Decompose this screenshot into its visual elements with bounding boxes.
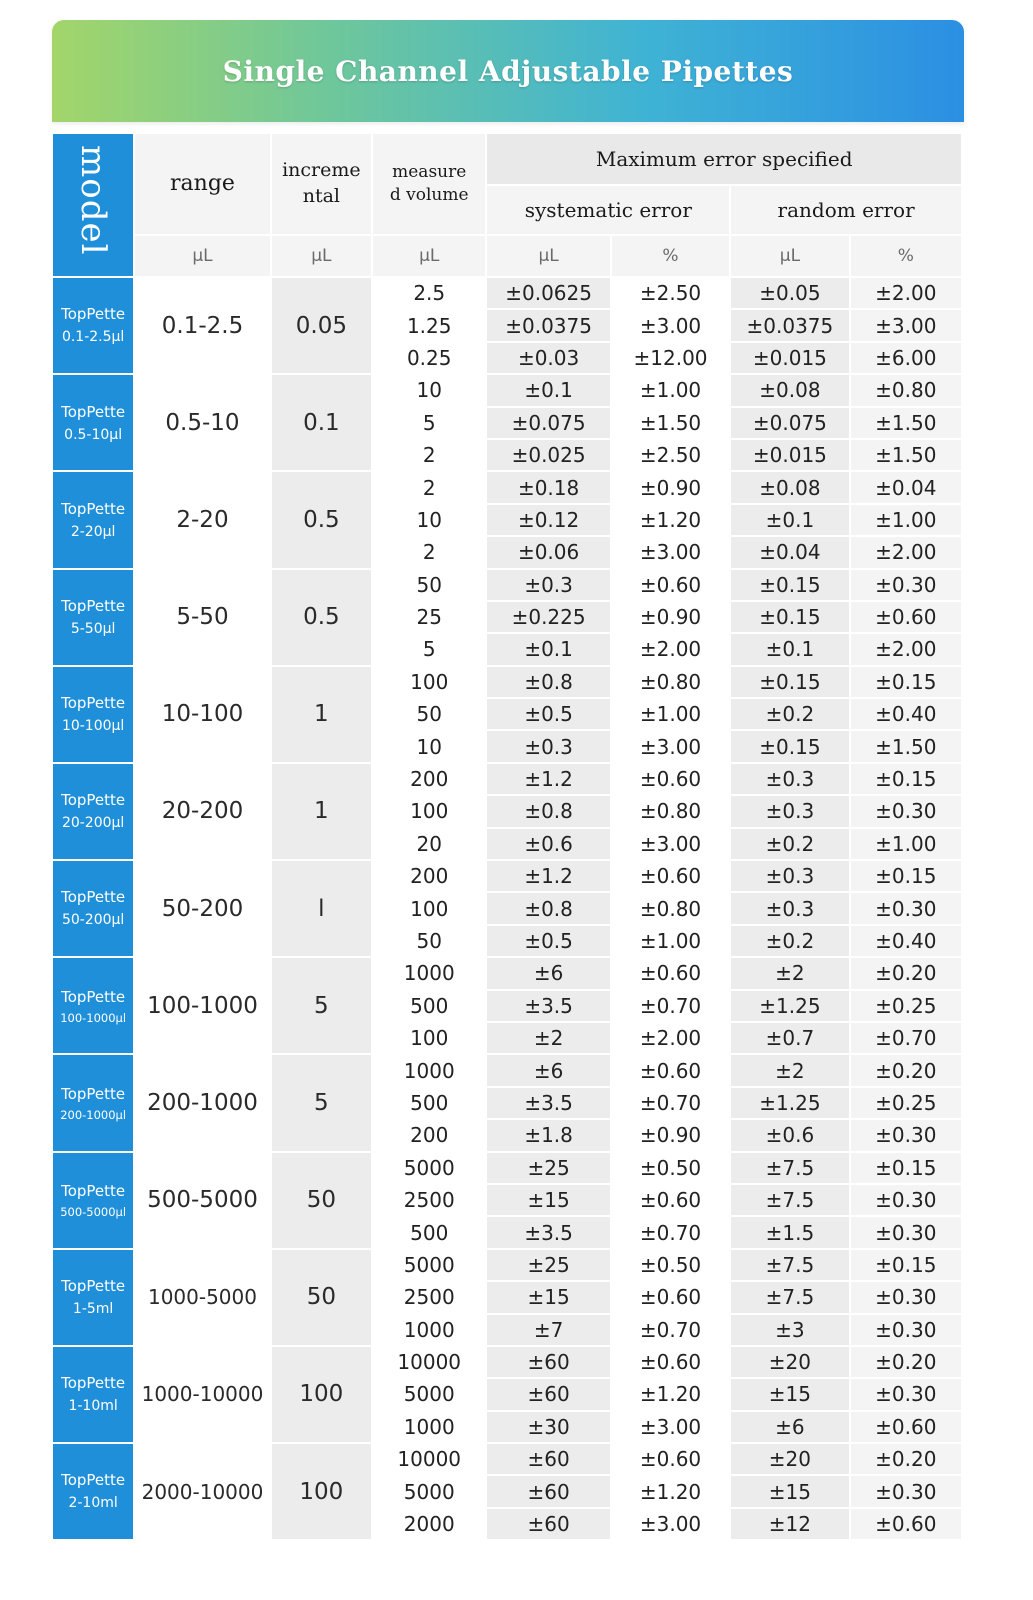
model-size: 0.5-10µl — [64, 426, 123, 443]
model-cell — [53, 1250, 133, 1345]
model-brand: TopPette — [61, 1471, 126, 1490]
unit-cell: µL — [731, 236, 848, 276]
systematic-ul-cell: ±0.025 — [487, 440, 609, 470]
increment-cell: 5 — [272, 958, 371, 1053]
model-cell — [53, 667, 133, 762]
random-pct-cell: ±0.30 — [851, 1217, 961, 1247]
systematic-pct-cell: ±0.80 — [612, 667, 729, 697]
random-ul-cell: ±1.5 — [731, 1217, 848, 1247]
measured-volume-cell: 10 — [373, 731, 485, 761]
random-ul-cell: ±0.3 — [731, 764, 848, 794]
measured-volume-header — [373, 134, 485, 234]
systematic-error-header: systematic error — [487, 186, 729, 234]
random-pct-cell: ±0.04 — [851, 472, 961, 502]
model-cell — [53, 570, 133, 665]
model-brand: TopPette — [61, 694, 126, 713]
measured-volume-cell: 500 — [373, 991, 485, 1021]
systematic-pct-cell: ±0.60 — [612, 1347, 729, 1377]
measured-volume-cell: 1000 — [373, 1412, 485, 1442]
random-ul-cell: ±0.08 — [731, 472, 848, 502]
systematic-pct-cell: ±1.00 — [612, 699, 729, 729]
table-row — [53, 1055, 961, 1085]
systematic-ul-cell: ±0.12 — [487, 505, 609, 535]
random-ul-cell: ±0.2 — [731, 829, 848, 859]
measured-volume-cell: 5 — [373, 634, 485, 664]
random-ul-cell: ±7.5 — [731, 1153, 848, 1183]
model-brand: TopPette — [61, 1374, 126, 1393]
systematic-ul-cell: ±0.0625 — [487, 278, 609, 308]
table-row — [53, 1444, 961, 1474]
range-cell: 50-200 — [135, 861, 269, 956]
systematic-ul-cell: ±0.075 — [487, 408, 609, 438]
systematic-pct-cell: ±3.00 — [612, 1412, 729, 1442]
measured-volume-cell: 100 — [373, 1023, 485, 1053]
table-row — [53, 958, 961, 988]
random-pct-cell: ±2.00 — [851, 634, 961, 664]
random-pct-cell: ±0.70 — [851, 1023, 961, 1053]
systematic-pct-cell: ±3.00 — [612, 310, 729, 340]
measured-volume-cell: 25 — [373, 602, 485, 632]
model-cell — [53, 958, 133, 1053]
systematic-ul-cell: ±0.3 — [487, 731, 609, 761]
measured-volume-cell: 2500 — [373, 1282, 485, 1312]
random-pct-cell: ±0.25 — [851, 991, 961, 1021]
random-ul-cell: ±0.15 — [731, 602, 848, 632]
random-ul-cell: ±0.15 — [731, 570, 848, 600]
systematic-ul-cell: ±1.2 — [487, 861, 609, 891]
random-pct-cell: ±0.15 — [851, 764, 961, 794]
systematic-ul-cell: ±6 — [487, 958, 609, 988]
measured-volume-cell: 20 — [373, 829, 485, 859]
systematic-ul-cell: ±1.8 — [487, 1120, 609, 1150]
range-cell: 0.5-10 — [135, 375, 269, 470]
random-ul-cell: ±0.15 — [731, 667, 848, 697]
systematic-ul-cell: ±0.225 — [487, 602, 609, 632]
table-row — [53, 1153, 961, 1183]
systematic-pct-cell: ±0.80 — [612, 893, 729, 923]
random-ul-cell: ±0.15 — [731, 731, 848, 761]
table-row — [53, 764, 961, 794]
random-ul-cell: ±7.5 — [731, 1250, 848, 1280]
measured-volume-cell: 10 — [373, 375, 485, 405]
systematic-pct-cell: ±0.70 — [612, 1315, 729, 1345]
random-pct-cell: ±0.20 — [851, 1444, 961, 1474]
random-pct-cell: ±0.20 — [851, 958, 961, 988]
increment-cell: 0.1 — [272, 375, 371, 470]
measured-volume-cell: 50 — [373, 699, 485, 729]
random-pct-cell: ±0.30 — [851, 1476, 961, 1506]
systematic-pct-cell: ±0.90 — [612, 602, 729, 632]
model-cell — [53, 375, 133, 470]
model-size: 50-200µl — [61, 912, 125, 929]
systematic-pct-cell: ±3.00 — [612, 829, 729, 859]
table-row — [53, 375, 961, 405]
random-ul-cell: ±2 — [731, 958, 848, 988]
systematic-pct-cell: ±2.50 — [612, 440, 729, 470]
increment-cell: 1 — [272, 764, 371, 859]
systematic-ul-cell: ±0.18 — [487, 472, 609, 502]
systematic-pct-cell: ±0.60 — [612, 1055, 729, 1085]
systematic-ul-cell: ±0.1 — [487, 375, 609, 405]
systematic-ul-cell: ±0.0375 — [487, 310, 609, 340]
random-pct-cell: ±1.00 — [851, 505, 961, 535]
systematic-ul-cell: ±3.5 — [487, 1088, 609, 1118]
systematic-ul-cell: ±0.5 — [487, 926, 609, 956]
systematic-pct-cell: ±1.20 — [612, 1379, 729, 1409]
model-cell — [53, 861, 133, 956]
random-ul-cell: ±0.015 — [731, 343, 848, 373]
random-ul-cell: ±6 — [731, 1412, 848, 1442]
random-pct-cell: ±0.15 — [851, 667, 961, 697]
systematic-ul-cell: ±25 — [487, 1250, 609, 1280]
random-pct-cell: ±0.80 — [851, 375, 961, 405]
model-brand: TopPette — [61, 987, 126, 1006]
systematic-ul-cell: ±3.5 — [487, 1217, 609, 1247]
model-brand: TopPette — [61, 499, 126, 518]
systematic-pct-cell: ±0.70 — [612, 991, 729, 1021]
systematic-pct-cell: ±2.00 — [612, 1023, 729, 1053]
incremental-header-line2: ntal — [302, 185, 340, 207]
model-brand: TopPette — [61, 305, 126, 324]
measured-volume-cell: 100 — [373, 796, 485, 826]
systematic-ul-cell: ±0.8 — [487, 667, 609, 697]
random-ul-cell: ±3 — [731, 1315, 848, 1345]
random-ul-cell: ±0.015 — [731, 440, 848, 470]
measured-volume-cell: 50 — [373, 570, 485, 600]
model-size: 500-5000µl — [60, 1204, 127, 1219]
measured-volume-cell: 5000 — [373, 1476, 485, 1506]
random-ul-cell: ±0.075 — [731, 408, 848, 438]
systematic-ul-cell: ±30 — [487, 1412, 609, 1442]
systematic-ul-cell: ±0.8 — [487, 893, 609, 923]
systematic-pct-cell: ±2.50 — [612, 278, 729, 308]
systematic-pct-cell: ±0.60 — [612, 1444, 729, 1474]
systematic-pct-cell: ±0.60 — [612, 570, 729, 600]
systematic-ul-cell: ±25 — [487, 1153, 609, 1183]
systematic-ul-cell: ±2 — [487, 1023, 609, 1053]
systematic-ul-cell: ±0.3 — [487, 570, 609, 600]
table-row — [53, 667, 961, 697]
random-ul-cell: ±15 — [731, 1476, 848, 1506]
unit-cell: µL — [272, 236, 371, 276]
random-ul-cell: ±12 — [731, 1509, 848, 1539]
measured-volume-cell: 5000 — [373, 1379, 485, 1409]
model-brand: TopPette — [61, 791, 126, 810]
measured-volume-cell: 500 — [373, 1088, 485, 1118]
max-error-header: Maximum error specified — [487, 134, 961, 184]
model-size: 20-200µl — [61, 815, 125, 832]
systematic-pct-cell: ±12.00 — [612, 343, 729, 373]
random-pct-cell: ±0.15 — [851, 1250, 961, 1280]
model-brand: TopPette — [61, 1181, 126, 1200]
measured-volume-cell: 0.25 — [373, 343, 485, 373]
random-ul-cell: ±0.7 — [731, 1023, 848, 1053]
random-pct-cell: ±0.20 — [851, 1347, 961, 1377]
table-row — [53, 1250, 961, 1280]
systematic-ul-cell: ±0.06 — [487, 537, 609, 567]
systematic-pct-cell: ±0.50 — [612, 1153, 729, 1183]
random-pct-cell: ±1.50 — [851, 440, 961, 470]
measured-volume-cell: 200 — [373, 764, 485, 794]
model-brand: TopPette — [61, 596, 126, 615]
systematic-ul-cell: ±60 — [487, 1509, 609, 1539]
model-cell — [53, 1444, 133, 1539]
increment-cell: 5 — [272, 1055, 371, 1150]
random-ul-cell: ±20 — [731, 1444, 848, 1474]
measured-volume-cell: 500 — [373, 1217, 485, 1247]
random-ul-cell: ±7.5 — [731, 1282, 848, 1312]
random-pct-cell: ±0.30 — [851, 893, 961, 923]
random-pct-cell: ±1.50 — [851, 731, 961, 761]
range-cell: 5-50 — [135, 570, 269, 665]
range-cell: 100-1000 — [135, 958, 269, 1053]
random-pct-cell: ±0.60 — [851, 602, 961, 632]
increment-cell: 0.05 — [272, 278, 371, 373]
model-brand: TopPette — [61, 888, 126, 907]
measured-volume-cell: 1000 — [373, 1055, 485, 1085]
measured-volume-cell: 2 — [373, 537, 485, 567]
random-ul-cell: ±0.1 — [731, 634, 848, 664]
table-row — [53, 570, 961, 600]
model-size: 10-100µl — [61, 718, 125, 735]
measured-volume-cell: 1000 — [373, 1315, 485, 1345]
measured-volume-cell: 1.25 — [373, 310, 485, 340]
measured-volume-cell: 200 — [373, 1120, 485, 1150]
model-cell — [53, 1347, 133, 1442]
increment-cell: 100 — [272, 1347, 371, 1442]
random-pct-cell: ±0.30 — [851, 1282, 961, 1312]
random-ul-cell: ±1.25 — [731, 991, 848, 1021]
measured-volume-cell: 2500 — [373, 1185, 485, 1215]
systematic-pct-cell: ±3.00 — [612, 731, 729, 761]
increment-cell: l — [272, 861, 371, 956]
range-cell: 20-200 — [135, 764, 269, 859]
systematic-ul-cell: ±60 — [487, 1347, 609, 1377]
model-cell — [53, 1055, 133, 1150]
measured-header-line2: d volume — [389, 185, 469, 205]
random-pct-cell: ±0.40 — [851, 926, 961, 956]
measured-volume-cell: 2.5 — [373, 278, 485, 308]
random-ul-cell: ±7.5 — [731, 1185, 848, 1215]
incremental-header-line1: increme — [282, 159, 361, 182]
systematic-pct-cell: ±3.00 — [612, 1509, 729, 1539]
systematic-pct-cell: ±1.50 — [612, 408, 729, 438]
model-size: 100-1000µl — [60, 1010, 127, 1025]
title-banner — [52, 20, 964, 122]
measured-volume-cell: 5000 — [373, 1153, 485, 1183]
random-pct-cell: ±3.00 — [851, 310, 961, 340]
random-ul-cell: ±0.3 — [731, 861, 848, 891]
systematic-pct-cell: ±0.60 — [612, 764, 729, 794]
systematic-pct-cell: ±0.50 — [612, 1250, 729, 1280]
table-row — [53, 472, 961, 502]
unit-cell: % — [851, 236, 961, 276]
increment-cell: 0.5 — [272, 472, 371, 567]
systematic-ul-cell: ±1.2 — [487, 764, 609, 794]
systematic-pct-cell: ±0.70 — [612, 1088, 729, 1118]
systematic-pct-cell: ±0.70 — [612, 1217, 729, 1247]
systematic-ul-cell: ±3.5 — [487, 991, 609, 1021]
random-error-header: random error — [731, 186, 961, 234]
model-size: 0.1-2.5µl — [61, 329, 125, 346]
random-ul-cell: ±0.1 — [731, 505, 848, 535]
random-pct-cell: ±0.30 — [851, 1379, 961, 1409]
random-pct-cell: ±0.30 — [851, 1185, 961, 1215]
spec-table-body — [53, 278, 961, 1539]
systematic-pct-cell: ±0.60 — [612, 1185, 729, 1215]
systematic-ul-cell: ±60 — [487, 1476, 609, 1506]
range-cell: 1000-5000 — [135, 1250, 269, 1345]
random-pct-cell: ±6.00 — [851, 343, 961, 373]
systematic-pct-cell: ±0.60 — [612, 958, 729, 988]
measured-volume-cell: 100 — [373, 893, 485, 923]
random-ul-cell: ±0.05 — [731, 278, 848, 308]
systematic-pct-cell: ±2.00 — [612, 634, 729, 664]
random-pct-cell: ±0.20 — [851, 1055, 961, 1085]
random-pct-cell: ±0.30 — [851, 796, 961, 826]
random-ul-cell: ±0.2 — [731, 699, 848, 729]
model-brand: TopPette — [61, 402, 126, 421]
range-cell: 2-20 — [135, 472, 269, 567]
random-pct-cell: ±0.60 — [851, 1509, 961, 1539]
random-pct-cell: ±0.30 — [851, 1315, 961, 1345]
measured-volume-cell: 10 — [373, 505, 485, 535]
random-ul-cell: ±0.3 — [731, 796, 848, 826]
model-header-label: model — [73, 145, 114, 256]
random-pct-cell: ±1.00 — [851, 829, 961, 859]
measured-volume-cell: 10000 — [373, 1347, 485, 1377]
model-size: 2-10ml — [68, 1495, 118, 1512]
page-title: Single Channel Adjustable Pipettes — [222, 54, 794, 88]
random-ul-cell: ±0.0375 — [731, 310, 848, 340]
range-header: range — [135, 134, 269, 234]
systematic-ul-cell: ±15 — [487, 1185, 609, 1215]
model-size: 1-5ml — [72, 1301, 114, 1318]
measured-volume-cell: 2 — [373, 472, 485, 502]
systematic-ul-cell: ±0.1 — [487, 634, 609, 664]
range-cell: 1000-10000 — [135, 1347, 269, 1442]
systematic-pct-cell: ±0.90 — [612, 472, 729, 502]
random-pct-cell: ±2.00 — [851, 278, 961, 308]
systematic-ul-cell: ±60 — [487, 1444, 609, 1474]
measured-volume-cell: 10000 — [373, 1444, 485, 1474]
systematic-ul-cell: ±0.03 — [487, 343, 609, 373]
measured-volume-cell: 200 — [373, 861, 485, 891]
random-pct-cell: ±0.25 — [851, 1088, 961, 1118]
random-ul-cell: ±0.04 — [731, 537, 848, 567]
range-cell: 0.1-2.5 — [135, 278, 269, 373]
random-pct-cell: ±0.60 — [851, 1412, 961, 1442]
model-cell — [53, 472, 133, 567]
systematic-ul-cell: ±60 — [487, 1379, 609, 1409]
systematic-ul-cell: ±7 — [487, 1315, 609, 1345]
table-row — [53, 1347, 961, 1377]
model-cell — [53, 1153, 133, 1248]
random-ul-cell: ±20 — [731, 1347, 848, 1377]
systematic-pct-cell: ±1.20 — [612, 505, 729, 535]
random-pct-cell: ±1.50 — [851, 408, 961, 438]
spec-table — [51, 132, 963, 1541]
measured-header-line1: measure — [392, 162, 467, 183]
table-row — [53, 861, 961, 891]
unit-cell: µL — [373, 236, 485, 276]
random-ul-cell: ±15 — [731, 1379, 848, 1409]
range-cell: 10-100 — [135, 667, 269, 762]
systematic-pct-cell: ±3.00 — [612, 537, 729, 567]
model-header — [53, 134, 133, 276]
measured-volume-cell: 100 — [373, 667, 485, 697]
measured-volume-cell: 2 — [373, 440, 485, 470]
model-size: 1-10ml — [68, 1398, 118, 1415]
random-ul-cell: ±0.2 — [731, 926, 848, 956]
random-pct-cell: ±2.00 — [851, 537, 961, 567]
random-ul-cell: ±0.08 — [731, 375, 848, 405]
systematic-ul-cell: ±0.5 — [487, 699, 609, 729]
systematic-ul-cell: ±6 — [487, 1055, 609, 1085]
systematic-ul-cell: ±0.6 — [487, 829, 609, 859]
systematic-ul-cell: ±15 — [487, 1282, 609, 1312]
incremental-header — [272, 134, 371, 234]
model-brand: TopPette — [61, 1084, 126, 1103]
random-ul-cell: ±1.25 — [731, 1088, 848, 1118]
increment-cell: 50 — [272, 1153, 371, 1248]
model-size: 200-1000µl — [60, 1107, 127, 1122]
increment-cell: 50 — [272, 1250, 371, 1345]
systematic-ul-cell: ±0.8 — [487, 796, 609, 826]
systematic-pct-cell: ±0.60 — [612, 1282, 729, 1312]
systematic-pct-cell: ±0.60 — [612, 861, 729, 891]
random-ul-cell: ±0.3 — [731, 893, 848, 923]
random-ul-cell: ±0.6 — [731, 1120, 848, 1150]
increment-cell: 1 — [272, 667, 371, 762]
range-cell: 500-5000 — [135, 1153, 269, 1248]
unit-cell: % — [612, 236, 729, 276]
random-ul-cell: ±2 — [731, 1055, 848, 1085]
random-pct-cell: ±0.30 — [851, 1120, 961, 1150]
range-cell: 200-1000 — [135, 1055, 269, 1150]
model-cell — [53, 278, 133, 373]
table-row — [53, 278, 961, 308]
systematic-pct-cell: ±1.00 — [612, 375, 729, 405]
unit-cell: µL — [487, 236, 609, 276]
increment-cell: 100 — [272, 1444, 371, 1539]
systematic-pct-cell: ±1.20 — [612, 1476, 729, 1506]
model-size: 2-20µl — [70, 523, 116, 540]
measured-volume-cell: 5000 — [373, 1250, 485, 1280]
measured-volume-cell: 50 — [373, 926, 485, 956]
systematic-pct-cell: ±0.80 — [612, 796, 729, 826]
model-size: 5-50µl — [70, 620, 116, 637]
random-pct-cell: ±0.15 — [851, 1153, 961, 1183]
unit-cell: µL — [135, 236, 269, 276]
measured-volume-cell: 2000 — [373, 1509, 485, 1539]
model-cell — [53, 764, 133, 859]
systematic-pct-cell: ±0.90 — [612, 1120, 729, 1150]
measured-volume-cell: 5 — [373, 408, 485, 438]
systematic-pct-cell: ±1.00 — [612, 926, 729, 956]
model-brand: TopPette — [61, 1277, 126, 1296]
range-cell: 2000-10000 — [135, 1444, 269, 1539]
increment-cell: 0.5 — [272, 570, 371, 665]
random-pct-cell: ±0.15 — [851, 861, 961, 891]
random-pct-cell: ±0.30 — [851, 570, 961, 600]
measured-volume-cell: 1000 — [373, 958, 485, 988]
random-pct-cell: ±0.40 — [851, 699, 961, 729]
